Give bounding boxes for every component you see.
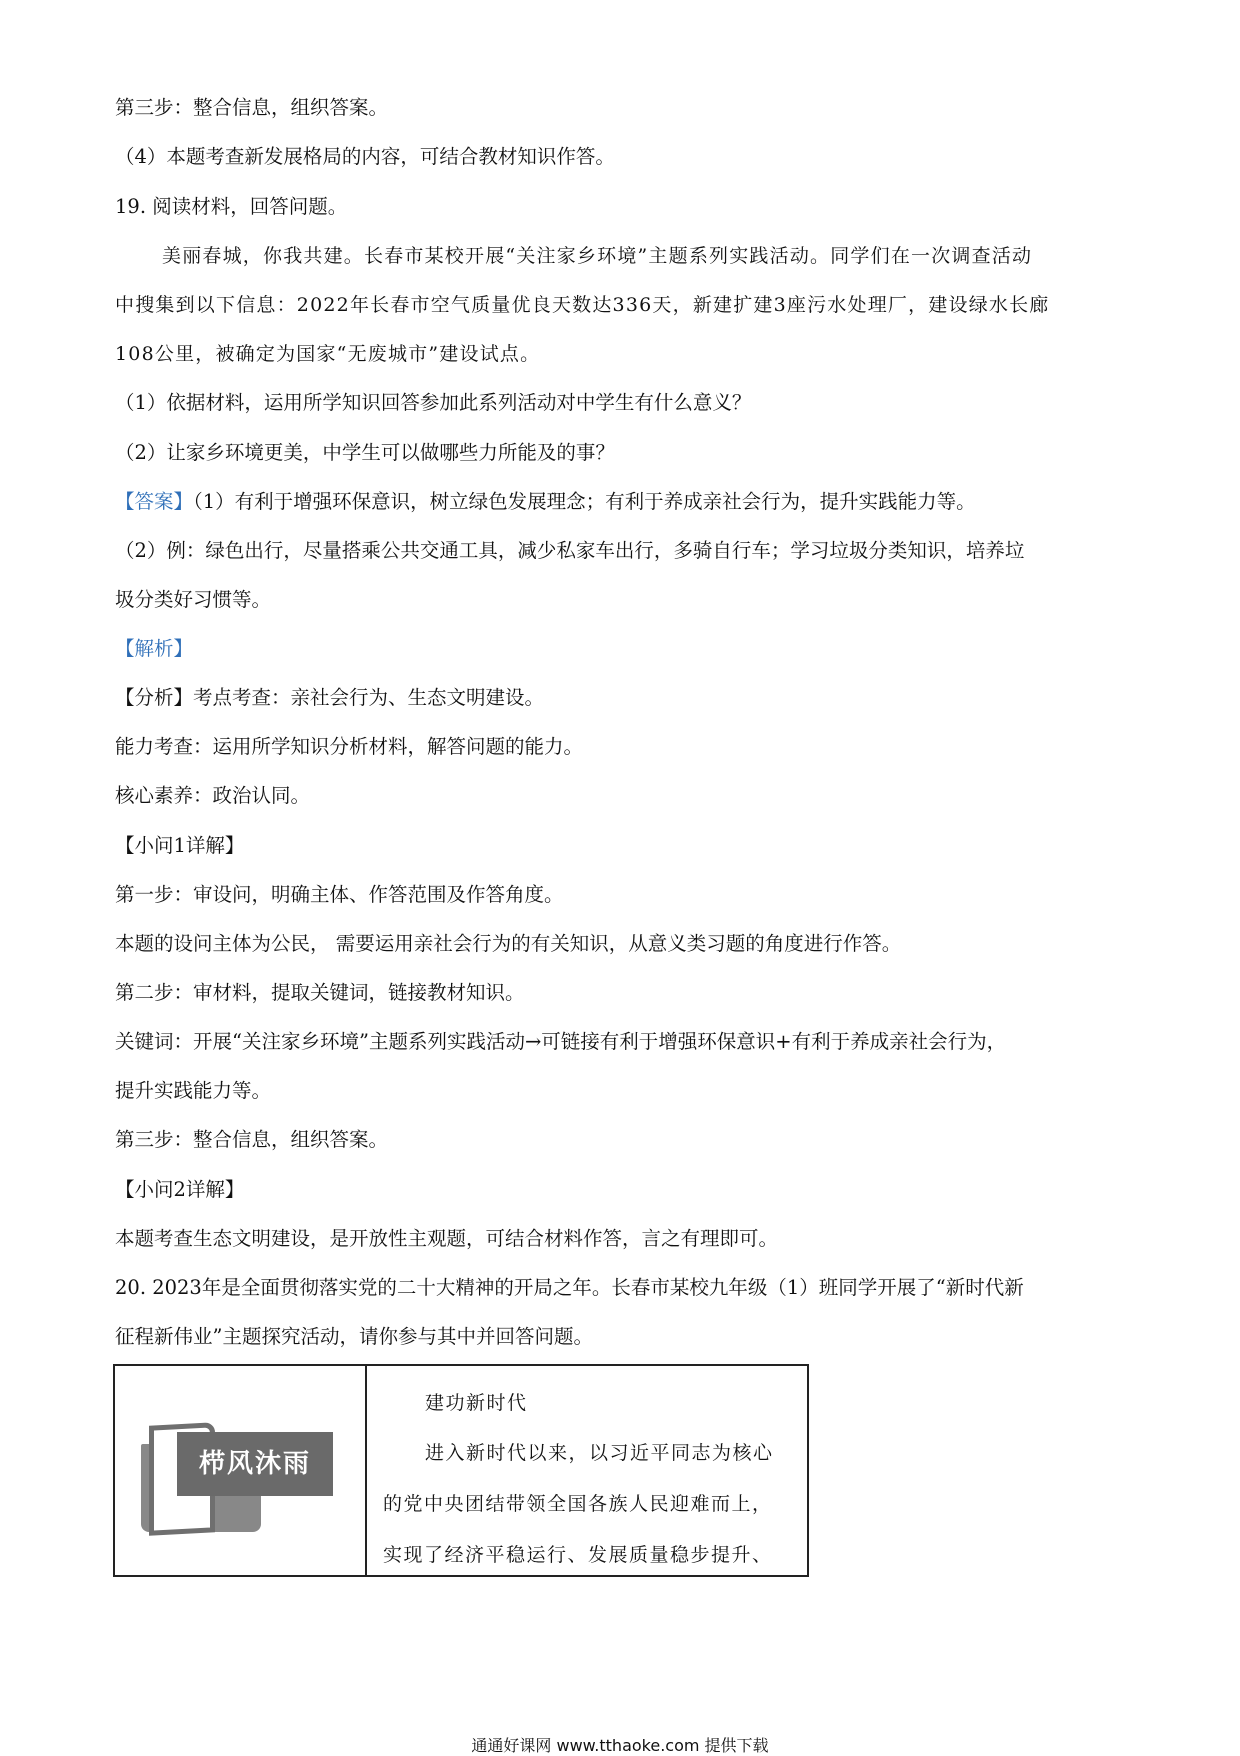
cell-line: 进入新时代以来，以习近平同志为核心: [425, 1442, 774, 1464]
answer-label: 【答案】: [115, 490, 194, 513]
sub-question: （1）依据材料，运用所学知识回答参加此系列活动对中学生有什么意义？: [115, 391, 752, 414]
question-19-title: 19. 阅读材料，回答问题。: [115, 195, 348, 218]
text-line: 关键词：开展“关注家乡环境”主题系列实践活动→可链接有利于增强环保意识+有利于养成亲社会行为，: [115, 1030, 1007, 1053]
analysis-label: 【解析】: [115, 637, 194, 660]
sub-heading: 【小问1详解】: [115, 834, 245, 857]
text-line: 第一步：审设问，明确主体、作答范围及作答角度。: [115, 883, 564, 906]
material-line: 美丽春城，你我共建。长春市某校开展“关注家乡环境”主题系列实践活动。同学们在一次调查活动: [162, 245, 1033, 267]
sub-heading: 【小问2详解】: [115, 1178, 245, 1201]
cell-line: 的党中央团结带领全国各族人民迎难而上，: [383, 1493, 773, 1515]
answer-text: （1）有利于增强环保意识，树立绿色发展理念；有利于养成亲社会行为，提升实践能力等。: [193, 490, 976, 513]
material-table: [113, 1364, 809, 1577]
text-line: 核心素养：政治认同。: [115, 784, 311, 807]
sub-question: （2）让家乡环境更美，中学生可以做哪些力所能及的事？: [115, 441, 615, 464]
material-line: 中搜集到以下信息：2022年长春市空气质量优良天数达336天，新建扩建3座污水处理厂，建设绿水长廊: [115, 294, 1050, 316]
text-line: 提升实践能力等。: [115, 1079, 272, 1102]
table-text-cell: [369, 1366, 807, 1575]
text-line: （4）本题考查新发展格局的内容，可结合教材知识作答。: [115, 145, 615, 168]
text-line: 能力考查：运用所学知识分析材料，解答问题的能力。: [115, 735, 584, 758]
text-line: 第二步：审材料，提取关键词，链接教材知识。: [115, 981, 525, 1004]
text-line: 本题的设问主体为公民， 需要运用亲社会行为的有关知识，从意义类习题的角度进行作答。: [115, 932, 902, 955]
cell-line: 实现了经济平稳运行、发展质量稳步提升、: [383, 1544, 773, 1566]
table-logo-cell: [115, 1366, 367, 1575]
question-20-title: 20. 2023年是全面贯彻落实党的二十大精神的开局之年。长春市某校九年级（1）班同学开展了“新时代新: [115, 1276, 1024, 1299]
cell-title: 建功新时代: [425, 1392, 528, 1414]
logo-text: 栉风沐雨: [177, 1432, 333, 1496]
text-line: 【分析】考点考查：亲社会行为、生态文明建设。: [115, 686, 545, 709]
material-line: 108公里，被确定为国家“无废城市”建设试点。: [115, 343, 541, 365]
text-line: 征程新伟业”主题探究活动，请你参与其中并回答问题。: [115, 1325, 593, 1348]
text-line: 第三步：整合信息，组织答案。: [115, 1128, 389, 1151]
page-footer: 通通好课网 www.tthaoke.com 提供下载: [471, 1736, 769, 1755]
answer-line: 圾分类好习惯等。: [115, 588, 272, 611]
answer-line: （2）例：绿色出行，尽量搭乘公共交通工具，减少私家车出行，多骑自行车；学习垃圾分类知识，培养垃: [115, 539, 1025, 562]
text-line: 本题考查生态文明建设，是开放性主观题，可结合材料作答，言之有理即可。: [115, 1227, 779, 1250]
text-line: 第三步：整合信息，组织答案。: [115, 96, 389, 119]
answer-line: [115, 489, 976, 515]
